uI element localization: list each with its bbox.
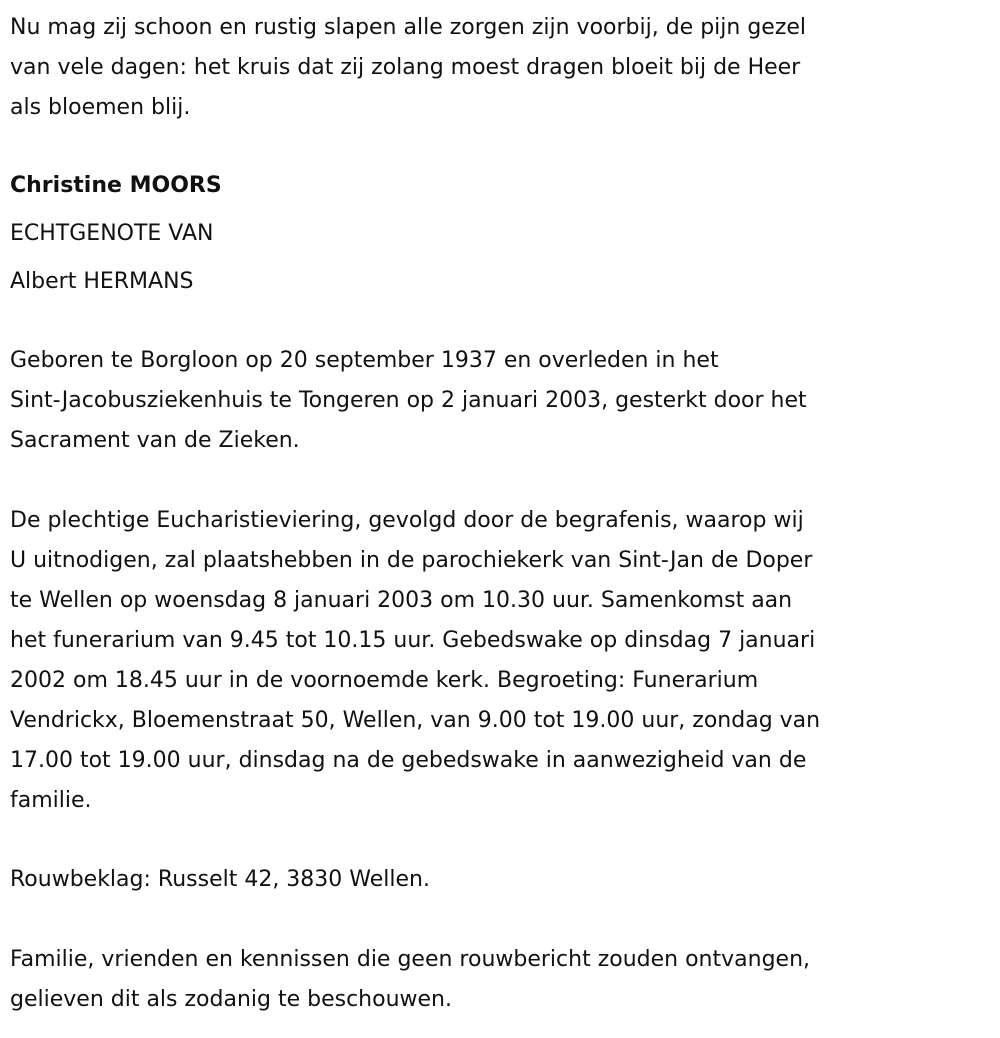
poem-line: van vele dagen: het kruis dat zij zolang moest dragen bloeit bij de Heer <box>10 55 801 80</box>
relation-label: ECHTGENOTE VAN <box>10 221 214 246</box>
text-line: gelieven dit als zodanig te beschouwen. <box>10 987 452 1012</box>
poem-line: Nu mag zij schoon en rustig slapen alle zorgen zijn voorbij, de pijn gezel <box>10 15 807 40</box>
closing-note <box>10 940 1000 1020</box>
text-line: familie. <box>10 788 92 813</box>
text-line: 17.00 tot 19.00 uur, dinsdag na de gebedswake in aanwezigheid van de <box>10 748 807 773</box>
text-line: Sint-Jacobusziekenhuis te Tongeren op 2 januari 2003, gesterkt door het <box>10 388 807 413</box>
spouse-name: Albert HERMANS <box>10 269 194 294</box>
text-line: Vendrickx, Bloemenstraat 50, Wellen, van 9.00 tot 19.00 uur, zondag van <box>10 708 821 733</box>
poem-line: als bloemen blij. <box>10 95 191 120</box>
text-line: het funerarium van 9.45 tot 10.15 uur. Gebedswake op dinsdag 7 januari <box>10 628 816 653</box>
text-line: Sacrament van de Zieken. <box>10 428 300 453</box>
poem-paragraph <box>10 8 1000 128</box>
deceased-name: Christine MOORS <box>10 173 222 198</box>
text-line: De plechtige Eucharistieviering, gevolgd door de begrafenis, waarop wij <box>10 508 804 533</box>
birth-death-paragraph <box>10 341 1000 461</box>
deceased-block <box>10 162 1000 306</box>
text-line: te Wellen op woensdag 8 januari 2003 om 10.30 uur. Samenkomst aan <box>10 588 793 613</box>
text-line: 2002 om 18.45 uur in de voornoemde kerk. Begroeting: Funerarium <box>10 668 759 693</box>
text-line: Geboren te Borgloon op 20 september 1937 en overleden in het <box>10 348 719 373</box>
text-line: Familie, vrienden en kennissen die geen rouwbericht zouden ontvangen, <box>10 947 811 972</box>
condolence-address <box>10 860 1000 900</box>
text-line: U uitnodigen, zal plaatshebben in de parochiekerk van Sint-Jan de Doper <box>10 548 813 573</box>
text-line: Rouwbeklag: Russelt 42, 3830 Wellen. <box>10 867 430 892</box>
ceremony-paragraph <box>10 501 1000 821</box>
